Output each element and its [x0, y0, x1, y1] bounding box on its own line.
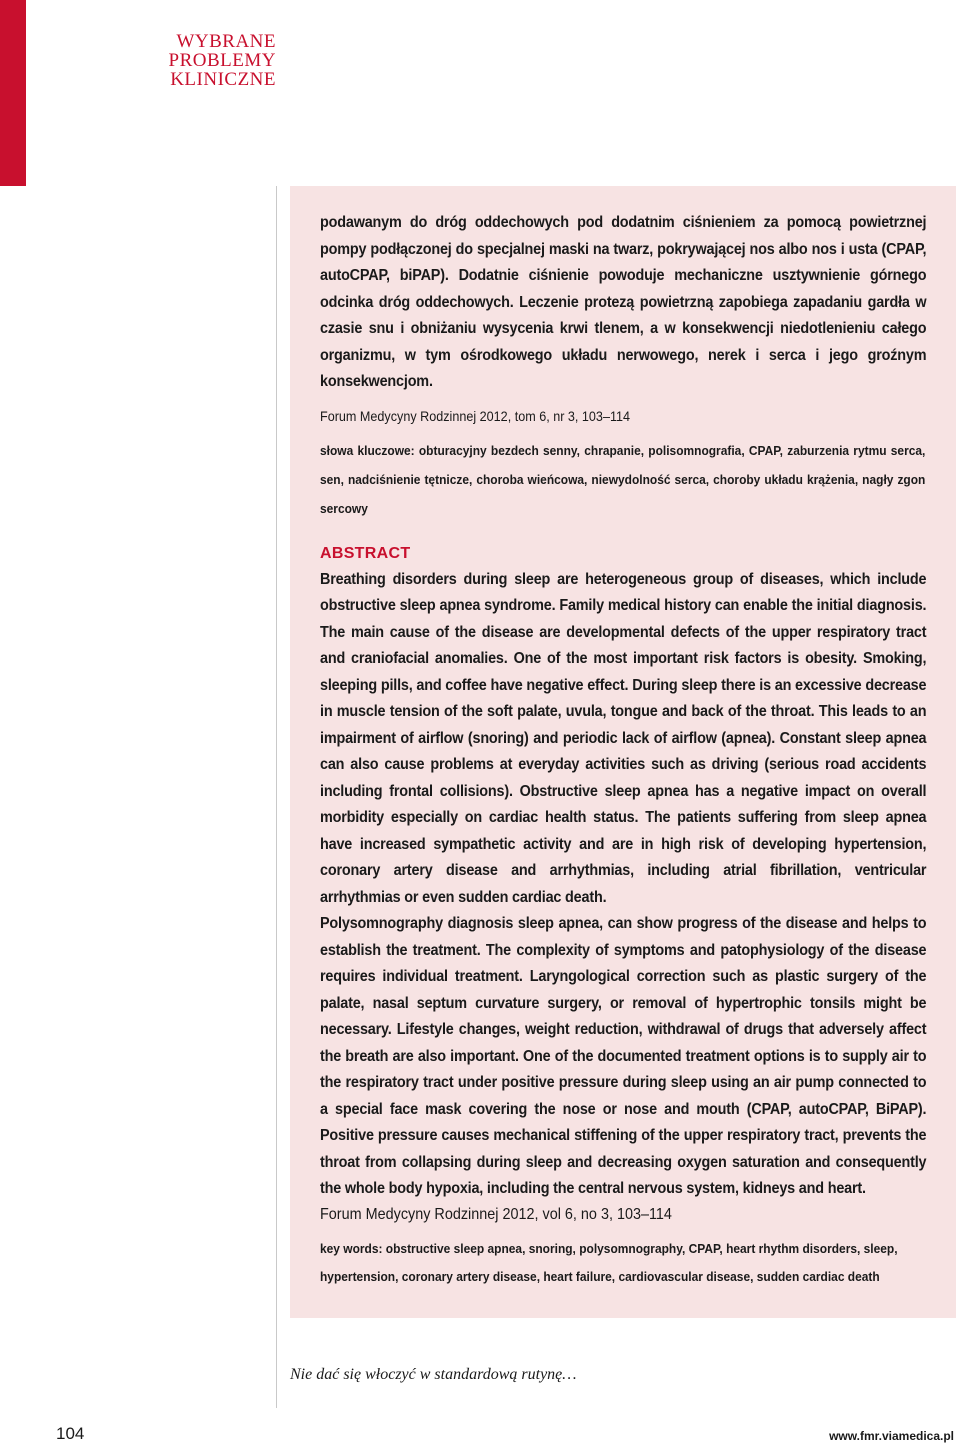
polish-citation: Forum Medycyny Rodzinnej 2012, tom 6, nr 3, 103–114	[320, 407, 631, 424]
page-number: 104	[56, 1424, 85, 1443]
english-keywords: key words: obstructive sleep apnea, snoring, polysomnography, CPAP, heart rhythm disorders, sleep, hypertension, coronary artery disease, heart failure, cardiovascular disease, sudden cardiac death	[320, 1240, 898, 1284]
column-divider	[276, 186, 277, 1408]
abstract-paragraph-2: Polysomnography diagnosis sleep apnea, can show progress of the disease and helps to establish the treatment. The complexity of symptoms and patophysiology of the disease requires individual treatment. Laryngological correction such as plastic surgery of the palate, nasal septum curvature surgery, or removal of hypertrophic tonsils might be necessary. Lifestyle changes, weight reduction, withdrawal of drugs that adversely affect the breath are also important. One of the documented treatment options is to supply air to the respiratory tract under positive pressure during sleep using an air pump connected to a special face mask covering the nose or nose and mouth (CPAP, autoCPAP, BiPAP). Positive pressure causes mechanical stiffening of the upper respiratory tract, prevents the throat from collapsing during sleep and decreasing oxygen saturation and consequently the whole body hypoxia, including the central nervous system, kidneys and heart.	[320, 915, 927, 1197]
section-title-line-2: PROBLEMY	[168, 50, 276, 71]
section-title-line-3: KLINICZNE	[170, 69, 276, 90]
panel-content	[320, 210, 926, 1291]
english-citation: Forum Medycyny Rodzinnej 2012, vol 6, no 3, 103–114	[320, 1205, 672, 1223]
abstract-heading: ABSTRACT	[320, 544, 411, 562]
polish-keywords: słowa kluczowe: obturacyjny bezdech senny, chrapanie, polisomnografia, CPAP, zaburzenia rytmu serca, sen, nadciśnienie tętnicze, choroba wieńcowa, niewydolność serca, choroby układu krążenia, nagły zgon sercowy	[320, 442, 926, 516]
section-title	[169, 32, 276, 89]
section-title-line-1: WYBRANE	[176, 31, 276, 52]
running-footer-quote: Nie dać się włoczyć w standardową rutynę…	[290, 1366, 577, 1383]
abstract-paragraph-1: Breathing disorders during sleep are heterogeneous group of diseases, which include obstructive sleep apnea syndrome. Family medical history can enable the initial diagnosis. The main cause of the disease are developmental defects of the upper respiratory tract and craniofacial anomalies. One of the most important risk factors is obesity. Smoking, sleeping pills, and coffee have negative effect. During sleep there is an excessive decrease in muscle tension of the soft palate, uvula, tongue and back of the throat. This leads to an impairment of airflow (snoring) and periodic lack of airflow (apnea). Constant sleep apnea can also cause problems at everyday activities such as driving (serious road accidents including frontal collisions). Obstructive sleep apnea has a negative impact on overall morbidity especially on cardiac health status. The patients suffering from sleep apnea have increased sympathetic activity and are in high risk of developing hypertension, coronary artery disease and arrhythmias, including atrial fibrillation, ventricular arrhythmias or even sudden cardiac death.	[320, 570, 927, 906]
polish-summary-paragraph: podawanym do dróg oddechowych pod dodatnim ciśnieniem za pomocą powietrznej pompy podłączonej do specjalnej maski na twarz, pokrywającej nos albo nos i usta (CPAP, autoCPAP, biPAP). Dodatnie ciśnienie powoduje mechaniczne usztywnienie górnego odcinka dróg oddechowych. Leczenie protezą powietrzną zapobiega zapadaniu gardła w czasie snu i obniżaniu wysycenia krwi tlenem, a w konsekwencji niedotlenieniu całego organizmu, w tym ośrodkowego układu nerwowego, nerek i serca i jego groźnym konsekwencjom.	[320, 214, 927, 390]
section-accent-tab	[0, 0, 26, 186]
journal-website-link[interactable]: www.fmr.viamedica.pl	[829, 1429, 954, 1443]
